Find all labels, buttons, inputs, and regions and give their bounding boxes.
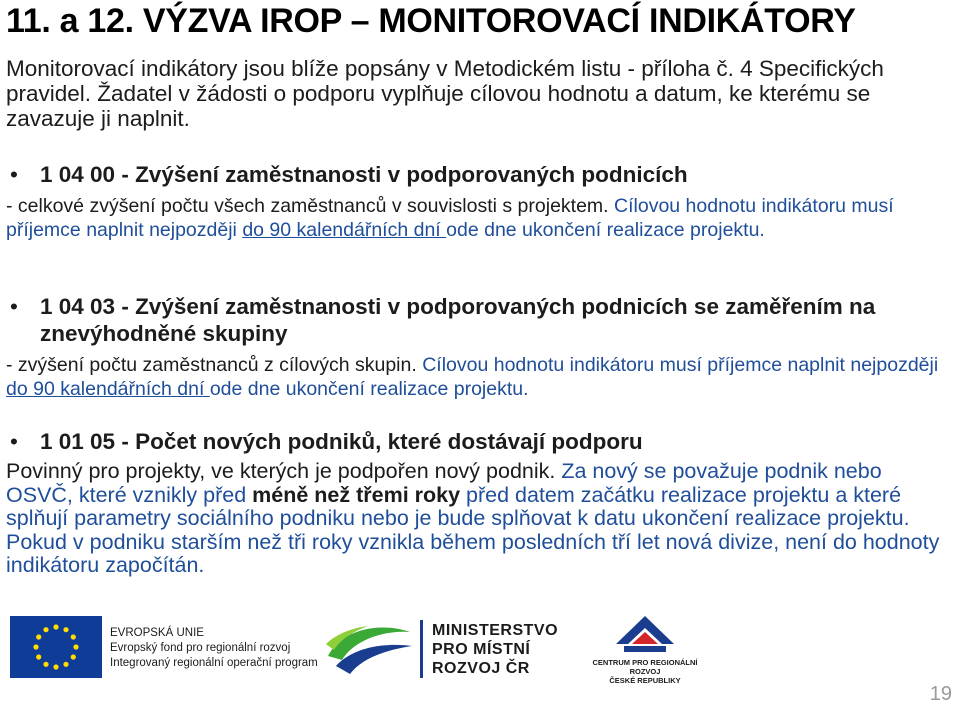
mmr-logo-text (432, 621, 558, 678)
desc-1-part-c: ode dne ukončení realizace projektu. (446, 219, 765, 241)
desc-3-part-c: před datem začátku realizace projektu a které splňují parametry sociálního podniku nebo je bude splňovat k datu ukončení realizace projektu. Pokud v podniku starším než tři roky vznikla během posledních tří let nová divize, není do hodnoty indikátoru započítán. (6, 482, 940, 577)
desc-3-part-a: Povinný pro projekty, ve kterých je podpořen nový podnik. (6, 459, 556, 483)
eu-logo-text (110, 626, 318, 671)
desc-2-part-a: - zvýšení počtu zaměstnanců z cílových skupin. (6, 354, 417, 376)
desc-2-part-b: Cílovou hodnotu indikátoru musí příjemce naplnit nejpozději (416, 354, 939, 376)
eu-line-3: Integrovaný regionální operační program (110, 657, 318, 669)
eu-flag-icon (10, 616, 102, 678)
crr-line-1: CENTRUM PRO REGIONÁLNÍ ROZVOJ (592, 658, 698, 676)
mmr-line-1: MINISTERSTVO (432, 622, 559, 639)
indicator-desc-2 (6, 353, 952, 401)
page-number: 19 (929, 683, 952, 705)
indicator-heading-1: • 1 04 00 - Zvýšení zaměstnanosti v podporovaných podnicích (40, 161, 940, 188)
mmr-line-3: ROZVOJ ČR (432, 660, 530, 677)
page-title: 11. a 12. VÝZVA IROP – MONITOROVACÍ INDIKÁTORY (6, 2, 856, 40)
desc-1-part-b: Cílovou hodnotu indikátoru musí příjemce naplnit nejpozději (6, 195, 894, 241)
eu-line-2: Evropský fond pro regionální rozvoj (110, 642, 291, 654)
indicator-heading-3: • 1 01 05 - Počet nových podniků, které dostávají podporu (40, 428, 940, 455)
mmr-line-2: PRO MÍSTNÍ (432, 641, 531, 658)
indicator-heading-2: • 1 04 03 - Zvýšení zaměstnanosti v podporovaných podnicích se zaměřením na znevýhodněné skupiny (40, 293, 940, 347)
mmr-logo-icon (322, 618, 418, 678)
crr-logo-icon (612, 614, 678, 656)
mmr-divider (420, 620, 423, 678)
desc-1-underline: do 90 kalendářních dní (242, 219, 447, 241)
crr-logo-text (580, 658, 710, 685)
indicator-desc-1 (6, 194, 952, 242)
desc-3-part-b: Za nový se považuje podnik nebo OSVČ, které vznikly před (6, 459, 882, 507)
indicator-desc-3 (6, 460, 952, 578)
desc-2-underline: do 90 kalendářních dní (6, 378, 210, 400)
desc-3-bold: méně než třemi roky (252, 482, 461, 507)
crr-line-2: ČESKÉ REPUBLIKY (609, 676, 681, 685)
desc-2-part-c: ode dne ukončení realizace projektu. (209, 378, 529, 400)
intro-paragraph: Monitorovací indikátory jsou blíže popsány v Metodickém listu - příloha č. 4 Specifických pravidel. Žadatel v žádosti o podporu vyplňuje cílovou hodnotu a datum, ke kterému se zavazuje ji naplnit. (6, 56, 884, 131)
eu-line-1: EVROPSKÁ UNIE (110, 627, 204, 639)
logo-bar (0, 612, 960, 692)
desc-1-part-a: - celkové zvýšení počtu všech zaměstnanců v souvislosti s projektem. (6, 195, 609, 217)
